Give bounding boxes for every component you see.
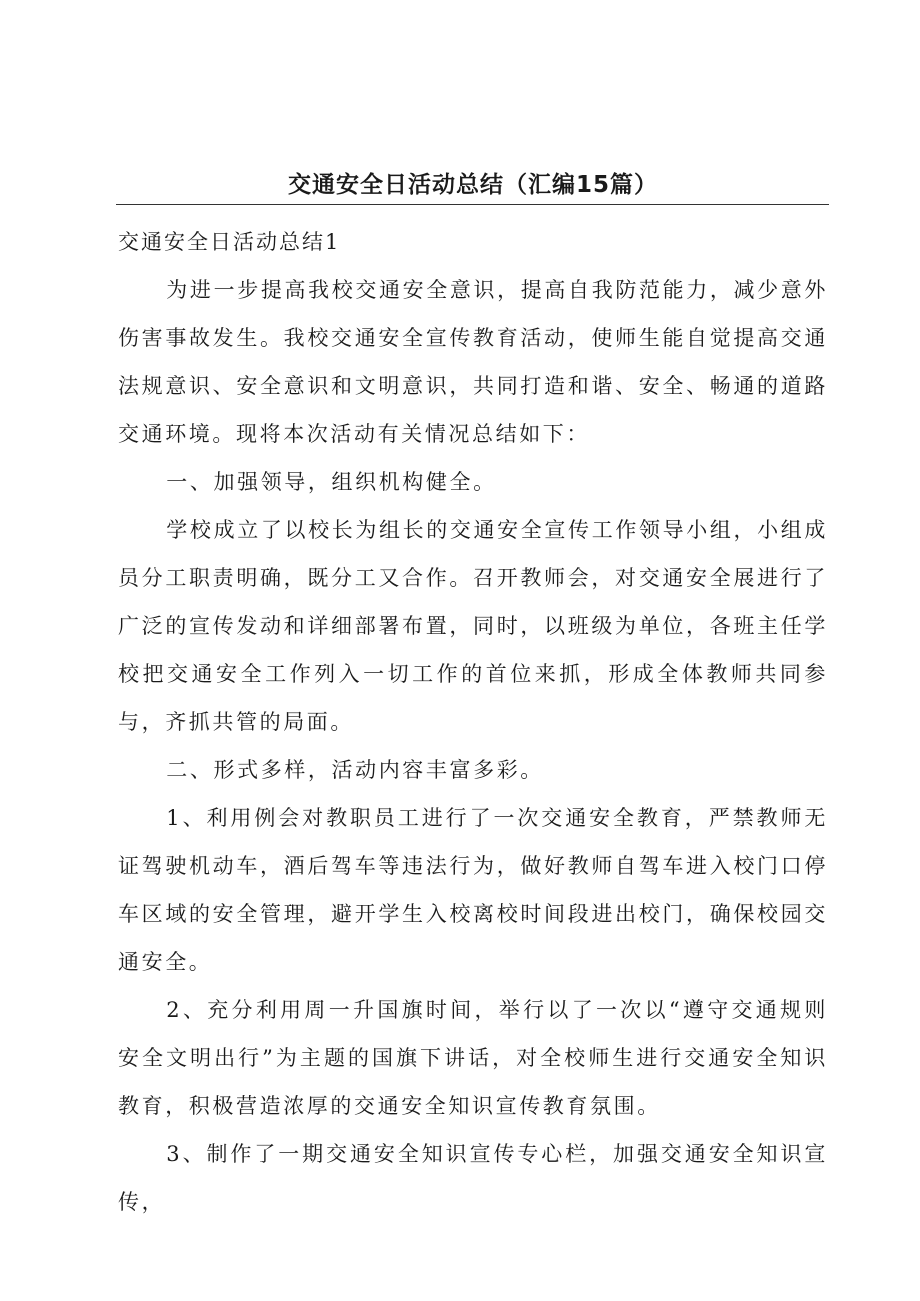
paragraph-intro: 为进一步提高我校交通安全意识，提高自我防范能力，减少意外伤害事故发生。我校交通安全宣传教育活动，使师生能自觉提高交通法规意识、安全意识和文明意识，共同打造和谐、安全、畅通的道路交通环境。现将本次活动有关情况总结如下： [118, 278, 828, 446]
paragraph-item-1: 1、利用例会对教职员工进行了一次交通安全教育，严禁教师无证驾驶机动车，酒后驾车等违法行为，做好教师自驾车进入校门口停车区域的安全管理，避开学生入校离校时间段进出校门，确保校园交通安全。 [118, 806, 828, 974]
document-title: 交通安全日活动总结（汇编15篇） [287, 172, 658, 198]
title-divider [116, 204, 829, 205]
heading-section-1: 一、加强领导，组织机构健全。 [166, 470, 497, 494]
section-subtitle: 交通安全日活动总结1 [118, 230, 341, 254]
heading-section-2: 二、形式多样，活动内容丰富多彩。 [166, 758, 544, 782]
document-body [118, 218, 828, 1226]
paragraph-item-2: 2、充分利用周一升国旗时间，举行以了一次以“遵守交通规则安全文明出行”为主题的国旗下讲话，对全校师生进行交通安全知识教育，积极营造浓厚的交通安全知识宣传教育氛围。 [118, 998, 828, 1118]
paragraph-section-1: 学校成立了以校长为组长的交通安全宣传工作领导小组，小组成员分工职责明确，既分工又合作。召开教师会，对交通安全展进行了广泛的宣传发动和详细部署布置，同时，以班级为单位，各班主任学校把交通安全工作列入一切工作的首位来抓，形成全体教师共同参与，齐抓共管的局面。 [118, 518, 828, 734]
paragraph-item-3: 3、制作了一期交通安全知识宣传专心栏，加强交通安全知识宣传， [118, 1142, 828, 1214]
